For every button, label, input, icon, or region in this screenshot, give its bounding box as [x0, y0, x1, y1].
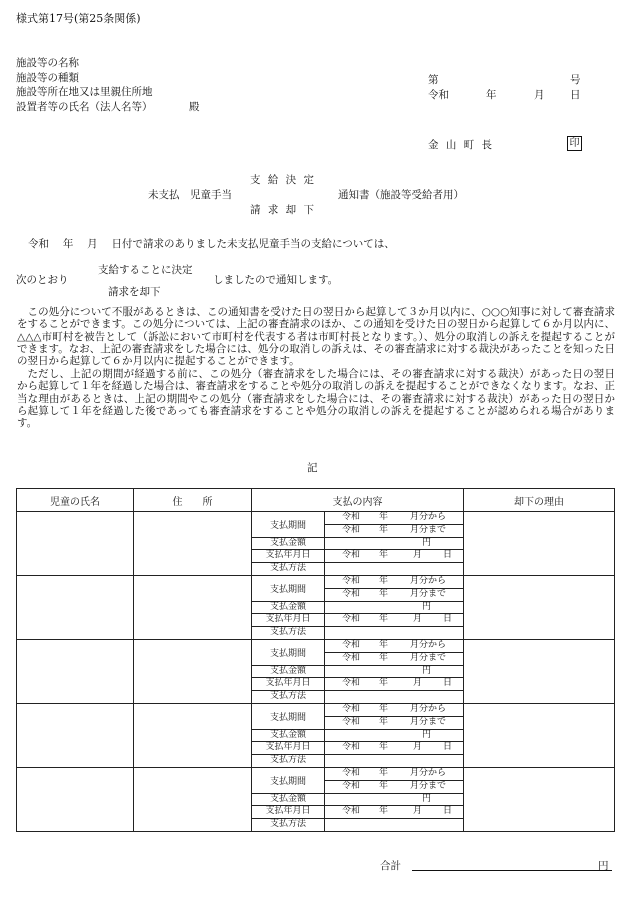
title-main-right: 通知書（施設等受給者用）	[338, 189, 464, 201]
method-value[interactable]	[325, 563, 464, 576]
amount-value[interactable]	[325, 665, 464, 678]
cell-reject-reason[interactable]	[464, 575, 615, 639]
yen-unit: 円	[422, 793, 432, 804]
period-from-era: 令和	[342, 575, 361, 586]
table-row	[17, 512, 615, 525]
recipient-owner-name: 設置者等の氏名（法人名等）	[16, 100, 153, 113]
cell-reject-reason[interactable]	[464, 767, 615, 831]
period-to-era: 令和	[342, 588, 361, 599]
amount-value[interactable]	[325, 729, 464, 742]
label-pay-date: 支払年月日	[252, 550, 325, 563]
recipient-honorific: 殿	[189, 101, 200, 113]
pay-date-value[interactable]	[325, 550, 464, 563]
body-lead: 次のとおり	[16, 274, 69, 286]
cell-child-name[interactable]	[17, 703, 134, 767]
period-from[interactable]	[325, 512, 464, 525]
label-amount: 支払金額	[252, 729, 325, 742]
pay-date-value[interactable]	[325, 678, 464, 691]
period-from-month: 月分から	[410, 639, 447, 650]
period-to-era: 令和	[342, 524, 361, 535]
pay-date-year: 年	[379, 678, 389, 689]
period-from-month: 月分から	[410, 767, 447, 778]
pay-date-day: 日	[443, 806, 453, 817]
period-from[interactable]	[325, 639, 464, 652]
period-from-year: 年	[379, 767, 389, 778]
pay-date-day: 日	[443, 550, 453, 561]
recipient-facility-name: 施設等の名称	[16, 57, 79, 69]
period-to-month: 月分まで	[410, 524, 447, 535]
date-era: 令和	[428, 89, 449, 101]
pay-date-day: 日	[443, 614, 453, 625]
label-period: 支払期間	[252, 575, 325, 601]
pay-date-month: 月	[413, 806, 423, 817]
period-to[interactable]	[325, 716, 464, 729]
body-tail: しましたので通知します。	[213, 274, 339, 286]
period-from-month: 月分から	[410, 512, 447, 522]
cell-reject-reason[interactable]	[464, 639, 615, 703]
amount-value[interactable]	[325, 601, 464, 614]
pay-date-era: 令和	[342, 550, 361, 561]
issuer-name: 金 山 町 長	[428, 139, 495, 151]
table-row	[17, 703, 615, 716]
cell-address[interactable]	[134, 575, 252, 639]
title-approve: 支 給 決 定	[250, 174, 317, 186]
pay-date-month: 月	[413, 678, 423, 689]
pay-date-day: 日	[443, 742, 453, 753]
cell-address[interactable]	[134, 639, 252, 703]
pay-date-month: 月	[413, 614, 423, 625]
cell-reject-reason[interactable]	[464, 512, 615, 576]
period-to-era: 令和	[342, 716, 361, 727]
period-from[interactable]	[325, 575, 464, 588]
seal-mark: 印	[567, 136, 582, 151]
period-to-month: 月分まで	[410, 780, 447, 791]
recipient-block	[16, 56, 153, 114]
table-header-row	[17, 489, 615, 512]
label-pay-date: 支払年月日	[252, 678, 325, 691]
total-unit: 円	[598, 860, 609, 872]
pay-date-year: 年	[379, 550, 389, 561]
header-child-name: 児童の氏名	[17, 489, 134, 512]
period-from-year: 年	[379, 575, 389, 586]
period-to-year: 年	[379, 524, 389, 535]
cell-child-name[interactable]	[17, 512, 134, 576]
pay-date-day: 日	[443, 678, 453, 689]
cell-child-name[interactable]	[17, 767, 134, 831]
period-to-month: 月分まで	[410, 588, 447, 599]
total-amount-field[interactable]	[412, 870, 612, 871]
period-to-month: 月分まで	[410, 716, 447, 727]
yen-unit: 円	[422, 537, 432, 548]
period-from-month: 月分から	[410, 703, 447, 714]
pay-date-era: 令和	[342, 806, 361, 817]
method-value[interactable]	[325, 819, 464, 832]
header-address: 住 所	[134, 489, 252, 512]
period-from-year: 年	[379, 703, 389, 714]
period-from-year: 年	[379, 512, 389, 522]
pay-date-value[interactable]	[325, 806, 464, 819]
amount-value[interactable]	[325, 793, 464, 806]
period-from[interactable]	[325, 767, 464, 780]
yen-unit: 円	[422, 729, 432, 740]
period-to-month: 月分まで	[410, 652, 447, 663]
label-method: 支払方法	[252, 755, 325, 768]
date-month: 月	[534, 89, 545, 101]
method-value[interactable]	[325, 755, 464, 768]
period-from-month: 月分から	[410, 575, 447, 586]
label-method: 支払方法	[252, 627, 325, 640]
table-row	[17, 639, 615, 652]
cell-child-name[interactable]	[17, 575, 134, 639]
appeal-paragraph-2: ただし、上記の期間が経過する前に、この処分（審査請求をした場合には、その審査請求に対する裁決）があった日の翌日から起算して１年を経過した場合は、審査請求をすることや処分の取消しの訴えを提起することができなくなります。なお、正当な理由があるときは、上記の期間やこの処分（審査請求をした場合には、その審査請求に対する裁決）があった日の翌日から起算して１年を経過した後であっても審査請求をすることや処分の取消しの訴えを提起することが認められる場合があります。	[17, 368, 615, 430]
label-period: 支払期間	[252, 639, 325, 665]
pay-date-month: 月	[413, 550, 423, 561]
total-label: 合計	[380, 860, 401, 872]
pay-date-era: 令和	[342, 614, 361, 625]
doc-number-prefix: 第	[428, 74, 439, 86]
table-row	[17, 767, 615, 780]
label-method: 支払方法	[252, 563, 325, 576]
label-period: 支払期間	[252, 703, 325, 729]
cell-reject-reason[interactable]	[464, 703, 615, 767]
period-from-era: 令和	[342, 767, 361, 778]
recipient-address: 施設等所在地又は里親住所地	[16, 86, 153, 98]
recipient-facility-type: 施設等の種類	[16, 71, 79, 84]
period-to-year: 年	[379, 652, 389, 663]
table-row	[17, 575, 615, 588]
label-amount: 支払金額	[252, 665, 325, 678]
appeal-paragraph-1: この処分について不服があるときは、この通知書を受けた日の翌日から起算して３か月以内に、○○○知事に対して審査請求をすることができます。この処分については、上記の審査請求のほか、この通知を受けた日の翌日から起算して６か月以内に、△△△市町村を被告として（訴訟において市町村を代表する者は市町村長となります。）、処分の取消しの訴えを提起することができます。なお、上記の審査請求をした場合には、処分の取消しの訴えは、その審査請求に対する裁決があったことを知った日の翌日から起算して６か月以内に提起することができます。	[17, 306, 615, 368]
period-from-era: 令和	[342, 512, 361, 522]
period-to[interactable]	[325, 524, 464, 537]
amount-value[interactable]	[325, 537, 464, 550]
pay-date-year: 年	[379, 614, 389, 625]
label-amount: 支払金額	[252, 793, 325, 806]
body-option-approve: 支給することに決定	[98, 264, 193, 276]
yen-unit: 円	[422, 665, 432, 676]
pay-date-era: 令和	[342, 742, 361, 753]
yen-unit: 円	[422, 601, 432, 612]
label-amount: 支払金額	[252, 537, 325, 550]
period-to[interactable]	[325, 652, 464, 665]
pay-date-value[interactable]	[325, 614, 464, 627]
title-reject: 請 求 却 下	[250, 204, 317, 216]
pay-date-year: 年	[379, 742, 389, 753]
period-to-year: 年	[379, 588, 389, 599]
method-value[interactable]	[325, 691, 464, 704]
label-pay-date: 支払年月日	[252, 614, 325, 627]
body-intro: 令和 年 月 日付で請求のありました未支払児童手当の支給については、	[28, 238, 395, 250]
label-period: 支払期間	[252, 767, 325, 793]
cell-child-name[interactable]	[17, 639, 134, 703]
period-from-era: 令和	[342, 703, 361, 714]
date-day: 日	[570, 89, 581, 101]
pay-date-month: 月	[413, 742, 423, 753]
period-to[interactable]	[325, 780, 464, 793]
cell-address[interactable]	[134, 767, 252, 831]
payment-table	[16, 488, 615, 832]
period-from-era: 令和	[342, 639, 361, 650]
period-to-era: 令和	[342, 780, 361, 791]
label-amount: 支払金額	[252, 601, 325, 614]
period-to-era: 令和	[342, 652, 361, 663]
label-pay-date: 支払年月日	[252, 806, 325, 819]
period-from-year: 年	[379, 639, 389, 650]
body-option-reject: 請求を却下	[108, 286, 161, 298]
cell-address[interactable]	[134, 512, 252, 576]
ki-heading: 記	[307, 462, 318, 474]
pay-date-value[interactable]	[325, 742, 464, 755]
header-reject-reason: 却下の理由	[464, 489, 615, 512]
date-year: 年	[486, 89, 497, 101]
label-method: 支払方法	[252, 691, 325, 704]
doc-number-suffix: 号	[570, 74, 581, 86]
label-method: 支払方法	[252, 819, 325, 832]
period-from[interactable]	[325, 703, 464, 716]
form-number: 様式第17号(第25条関係)	[16, 12, 141, 25]
label-period: 支払期間	[252, 512, 325, 538]
pay-date-year: 年	[379, 806, 389, 817]
period-to[interactable]	[325, 588, 464, 601]
period-to-year: 年	[379, 780, 389, 791]
period-to-year: 年	[379, 716, 389, 727]
label-pay-date: 支払年月日	[252, 742, 325, 755]
cell-address[interactable]	[134, 703, 252, 767]
title-main-left: 未支払 児童手当	[148, 189, 232, 201]
pay-date-era: 令和	[342, 678, 361, 689]
method-value[interactable]	[325, 627, 464, 640]
header-payment-content: 支払の内容	[252, 489, 464, 512]
